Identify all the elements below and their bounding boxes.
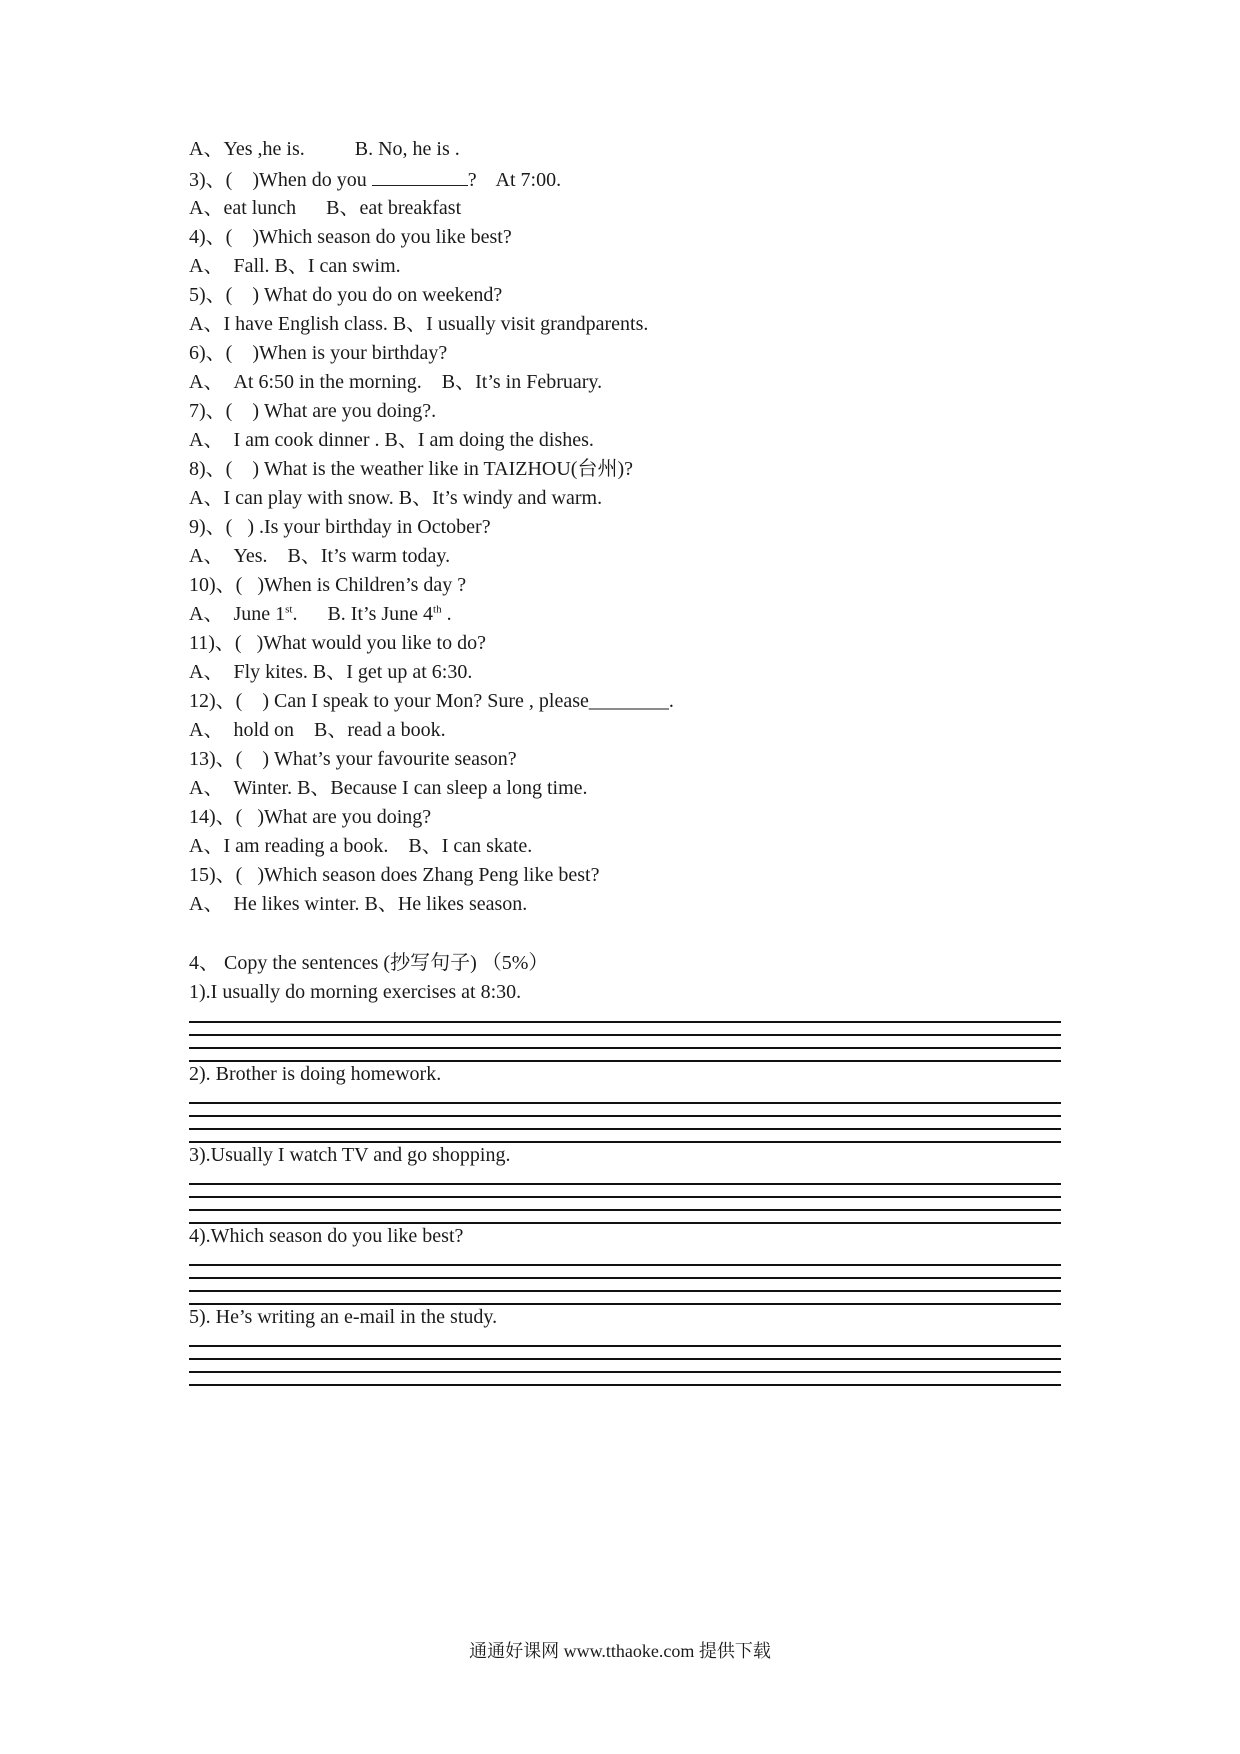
question-5: 5)、( ) What do you do on weekend? (189, 284, 503, 306)
question-15: 15)、( )Which season does Zhang Peng like best? (189, 864, 600, 886)
answer-line-11: A、 Fly kites. B、I get up at 6:30. (189, 661, 473, 683)
ordinal-suffix: st (285, 603, 293, 616)
answer-line-3: A、eat lunch B、eat breakfast (189, 197, 462, 219)
copy-sentence-4: 4).Which season do you like best? (189, 1225, 464, 1247)
question-12: 12)、( ) Can I speak to your Mon? Sure , please________. (189, 690, 674, 712)
question-11: 11)、( )What would you like to do? (189, 632, 486, 654)
question-10: 10)、( )When is Children’s day ? (189, 574, 467, 596)
answer-line-12: A、 hold on B、read a book. (189, 719, 446, 741)
writing-lines-3[interactable] (189, 1183, 1061, 1227)
answer-10-a: A、 June 1 (189, 603, 286, 625)
answer-line-9: A、 Yes. B、It’s warm today. (189, 545, 451, 567)
question-14: 14)、( )What are you doing? (189, 806, 432, 828)
question-3 (189, 167, 561, 192)
answer-line-7: A、 I am cook dinner . B、I am doing the dishes. (189, 429, 594, 451)
copy-sentence-3: 3).Usually I watch TV and go shopping. (189, 1144, 511, 1166)
writing-lines-5[interactable] (189, 1345, 1061, 1389)
writing-lines-4[interactable] (189, 1264, 1061, 1308)
answer-line-13: A、 Winter. B、Because I can sleep a long time. (189, 777, 588, 799)
ordinal-suffix: th (433, 603, 442, 616)
answer-10-end: . (441, 603, 452, 625)
writing-lines-1[interactable] (189, 1021, 1061, 1065)
copy-sentence-2: 2). Brother is doing homework. (189, 1063, 442, 1085)
section-4-title: 4、 Copy the sentences (抄写句子) （5%） (189, 952, 549, 974)
question-9: 9)、( ) .Is your birthday in October? (189, 516, 491, 538)
answer-line-15: A、 He likes winter. B、He likes season. (189, 893, 528, 915)
answer-line-4: A、 Fall. B、I can swim. (189, 255, 401, 277)
answer-line-8: A、I can play with snow. B、It’s windy and warm. (189, 487, 603, 509)
footer-text: 通通好课网 www.tthaoke.com 提供下载 (469, 1641, 771, 1661)
question-6: 6)、( )When is your birthday? (189, 342, 448, 364)
question-3-text: 3)、( )When do you (189, 169, 372, 191)
writing-lines-2[interactable] (189, 1102, 1061, 1146)
copy-sentence-1: 1).I usually do morning exercises at 8:30. (189, 981, 522, 1003)
answer-line-5: A、I have English class. B、I usually visit grandparents. (189, 313, 649, 335)
question-8: 8)、( ) What is the weather like in TAIZHOU(台州)? (189, 458, 634, 480)
answer-line-2: A、Yes ,he is. B. No, he is . (189, 138, 460, 160)
answer-line-10 (189, 602, 452, 626)
question-7: 7)、( ) What are you doing?. (189, 400, 437, 422)
question-13: 13)、( ) What’s your favourite season? (189, 748, 517, 770)
copy-sentence-5: 5). He’s writing an e-mail in the study. (189, 1306, 498, 1328)
answer-line-14: A、I am reading a book. B、I can skate. (189, 835, 533, 857)
answer-10-b: . B. It’s June 4 (292, 603, 434, 625)
fill-blank[interactable] (372, 167, 468, 186)
question-4: 4)、( )Which season do you like best? (189, 226, 512, 248)
answer-line-6: A、 At 6:50 in the morning. B、It’s in February. (189, 371, 603, 393)
question-3-tail: ? At 7:00. (467, 169, 562, 191)
